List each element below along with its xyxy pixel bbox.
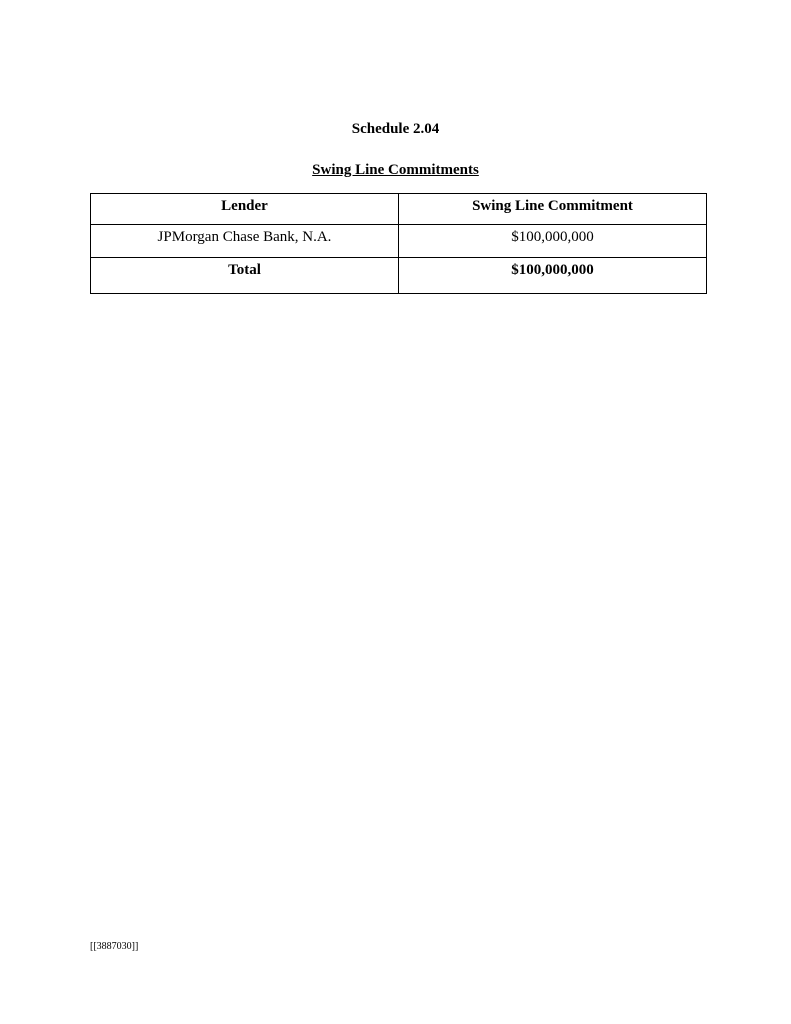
table-row [91, 225, 707, 258]
page-subtitle: Swing Line Commitments [312, 162, 479, 178]
commitment-cell: $100,000,000 [399, 225, 707, 258]
column-header-lender: Lender [91, 194, 399, 225]
page-title: Schedule 2.04 [351, 121, 440, 137]
total-label-cell: Total [91, 258, 399, 294]
column-header-swing-line-commitment: Swing Line Commitment [399, 194, 707, 225]
total-commitment-cell: $100,000,000 [399, 258, 707, 294]
footer-reference-number: [[3887030]] [90, 941, 139, 952]
swing-line-commitments-table [90, 193, 707, 294]
table-row-total [91, 258, 707, 294]
table-header-row [91, 194, 707, 225]
lender-cell: JPMorgan Chase Bank, N.A. [91, 225, 399, 258]
